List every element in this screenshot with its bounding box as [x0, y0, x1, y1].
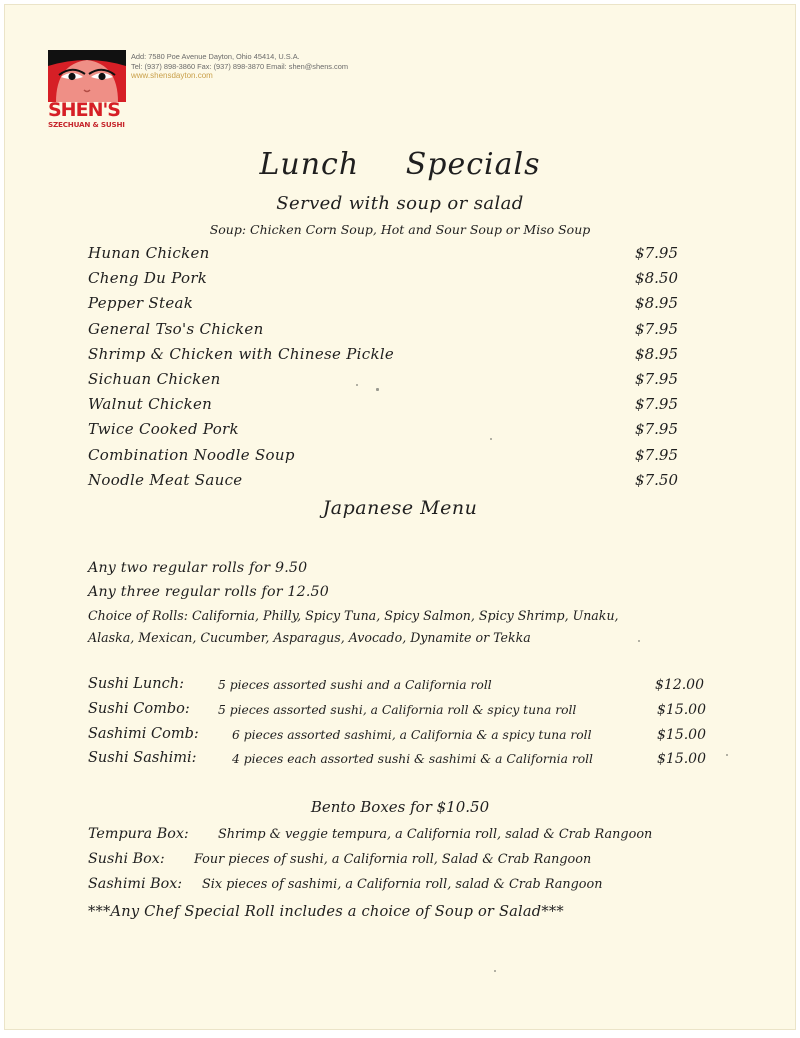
item-name: Sashimi Box:: [88, 876, 183, 893]
item-price: $8.95: [635, 344, 678, 363]
speck: [490, 438, 492, 440]
item-name: Sichuan Chicken: [88, 369, 221, 388]
list-item: [88, 293, 678, 318]
bento-items-list: [88, 825, 728, 926]
item-name: Sushi Box:: [88, 851, 165, 868]
item-price: $12.00: [655, 677, 704, 693]
item-name: Twice Cooked Pork: [88, 420, 239, 439]
list-item: [88, 749, 706, 774]
lunch-items-list: [88, 243, 678, 495]
list-item: [88, 875, 728, 900]
speck: [726, 754, 728, 756]
item-price: $15.00: [657, 751, 706, 768]
item-description: 4 pieces each assorted sushi & sashimi & a California roll: [232, 752, 593, 767]
list-item: [88, 850, 728, 875]
address: Add: 7580 Poe Avenue Dayton, Ohio 45414, U.S.A.: [131, 52, 300, 61]
roll-deal: Any three regular rolls for 12.50: [88, 584, 330, 600]
menu-page: [4, 4, 796, 1030]
list-item: [88, 243, 678, 268]
list-item: [88, 825, 728, 850]
item-name: Noodle Meat Sauce: [88, 470, 243, 489]
item-name: Sushi Sashimi:: [88, 750, 197, 767]
list-item: [88, 268, 678, 293]
list-item: [88, 319, 678, 344]
item-description: Shrimp & veggie tempura, a California roll, salad & Crab Rangoon: [218, 827, 653, 842]
list-item: [88, 901, 728, 926]
item-name: Pepper Steak: [88, 294, 194, 313]
speck: [494, 970, 496, 972]
item-price: $7.95: [635, 395, 678, 414]
item-price: $7.95: [635, 420, 678, 439]
item-name: Tempura Box:: [88, 826, 189, 842]
soup-note: Soup: Chicken Corn Soup, Hot and Sour Soup or Miso Soup: [209, 222, 591, 237]
item-description: Four pieces of sushi, a California roll, Salad & Crab Rangoon: [194, 852, 592, 868]
speck: [638, 640, 640, 642]
list-item: [88, 470, 678, 495]
item-price: $7.50: [635, 470, 678, 489]
item-description: 5 pieces assorted sushi, a California roll & spicy tuna roll: [218, 702, 577, 717]
item-price: $15.00: [657, 726, 706, 743]
item-price: $8.50: [635, 269, 678, 288]
japanese-menu-title: Japanese Menu: [322, 497, 478, 519]
bento-title: Bento Boxes for $10.50: [310, 798, 490, 816]
item-name: Hunan Chicken: [88, 244, 210, 262]
item-name: General Tso's Chicken: [88, 319, 264, 338]
item-description: 5 pieces assorted sushi and a California roll: [218, 678, 492, 692]
item-name: Sashimi Comb:: [88, 725, 199, 742]
roll-deal: Any two regular rolls for 9.50: [88, 560, 308, 576]
list-item: [88, 419, 678, 444]
phone-line: Tel: (937) 898-3860 Fax: (937) 898-3870 Email: shen@shens.com: [131, 61, 349, 71]
item-description: Six pieces of sashimi, a California roll, salad & Crab Rangoon: [202, 877, 603, 893]
lunch-specials-subtitle: Served with soup or salad: [276, 193, 524, 214]
geisha-face-icon: [48, 50, 126, 102]
list-item: [88, 394, 678, 419]
list-item: [88, 369, 678, 394]
item-price: $7.95: [635, 445, 678, 464]
item-name: Shrimp & Chicken with Chinese Pickle: [88, 344, 395, 363]
item-price: $7.95: [635, 319, 678, 338]
list-item: [88, 445, 678, 470]
website-link[interactable]: www.shensdayton.com: [131, 71, 213, 80]
restaurant-logo: [48, 50, 126, 132]
roll-choices: Alaska, Mexican, Cucumber, Asparagus, Avocado, Dynamite or Tekka: [88, 630, 531, 645]
item-name: Cheng Du Pork: [88, 269, 208, 288]
item-price: $7.95: [635, 369, 678, 388]
item-name: Walnut Chicken: [88, 395, 213, 414]
list-item: [88, 344, 678, 369]
roll-deals: [88, 556, 708, 648]
contact-info: [131, 52, 348, 81]
item-name: Sushi Lunch:: [88, 676, 184, 692]
speck: [356, 384, 358, 386]
item-description: 6 pieces assorted sashimi, a California & a spicy tuna roll: [232, 727, 592, 742]
sushi-items-list: [88, 675, 706, 774]
item-name: Combination Noodle Soup: [88, 445, 295, 464]
item-price: $15.00: [657, 701, 706, 718]
item-name: Sushi Combo:: [88, 700, 190, 717]
item-price: $8.95: [635, 294, 678, 313]
lunch-specials-title: Lunch Specials: [259, 147, 541, 182]
logo-name: SHEN'S: [48, 99, 120, 121]
speck: [376, 388, 379, 391]
list-item: [88, 725, 706, 750]
list-item: [88, 700, 706, 725]
logo-subtitle: SZECHUAN & SUSHI: [48, 120, 125, 129]
chef-special-note: ***Any Chef Special Roll includes a choice of Soup or Salad***: [88, 902, 564, 920]
item-price: $7.95: [635, 244, 678, 262]
roll-choices: Choice of Rolls: California, Philly, Spicy Tuna, Spicy Salmon, Spicy Shrimp, Unaku,: [88, 608, 619, 623]
list-item: [88, 675, 706, 700]
